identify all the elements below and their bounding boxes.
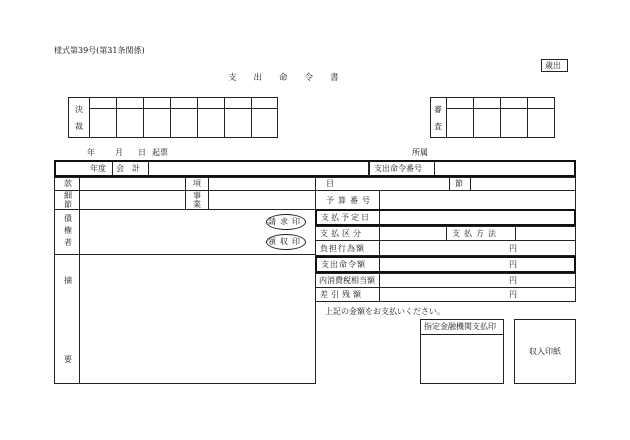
receipt-seal (266, 234, 306, 250)
receipt-seal-label: 領収印 (268, 237, 304, 246)
order-yen-label: 円 (509, 260, 517, 269)
payment-category-label: 支払区分 (320, 229, 364, 238)
kan-label: 款 (64, 179, 72, 188)
saimoku-label-2: 節 (64, 200, 72, 209)
date-day-label: 日 (138, 148, 146, 157)
saimoku-label-1: 細 (64, 191, 72, 200)
kan-kou-row (54, 177, 316, 191)
saimoku-jigyo-row (54, 190, 316, 210)
bank-stamp-label: 指定金融機関支払印 (424, 322, 496, 331)
moku-setsu-row (315, 177, 576, 191)
payment-method-label: 支払方法 (452, 229, 500, 238)
commitment-amount-label: 負担行為額 (320, 244, 365, 253)
summary-label-1: 摘 (64, 276, 72, 285)
order-amount-label: 支出命令額 (321, 260, 366, 269)
revenue-stamp-box (514, 319, 576, 384)
header-row (54, 160, 576, 177)
category-label: 歳出 (545, 61, 561, 70)
summary-block (54, 254, 316, 384)
form-number: 様式第39号(第31条関係) (54, 46, 145, 55)
budget-number-row (315, 190, 576, 210)
approval-box-kessai (68, 97, 278, 138)
summary-label-2: 要 (64, 355, 72, 364)
fiscal-year-label: 年度 (90, 164, 106, 173)
balance-yen-label: 円 (509, 290, 517, 299)
creditor-label-2: 権 (64, 226, 72, 235)
payment-date-label: 支払予定日 (321, 213, 371, 222)
balance-row (315, 287, 576, 302)
shinsa-label-1: 審 (434, 105, 442, 114)
revenue-stamp-label: 収入印紙 (529, 347, 561, 356)
budget-number-label: 予算番号 (326, 196, 374, 205)
kou-label: 項 (193, 179, 201, 188)
payment-category-row (315, 226, 576, 241)
shinsa-label-2: 査 (434, 122, 442, 131)
balance-label: 差引残額 (320, 290, 364, 299)
kessai-label-1: 決 (75, 105, 83, 114)
jigyo-label-1: 事 (193, 191, 201, 200)
jigyo-label-2: 業 (193, 200, 201, 209)
invoice-seal (266, 214, 306, 230)
setsu-label: 節 (455, 179, 463, 188)
consumption-tax-label: 内消費税相当額 (319, 276, 375, 285)
payment-note: 上記の金額をお支払いください。 (325, 307, 445, 316)
bank-stamp-box (420, 319, 504, 384)
date-year-label: 年 (87, 148, 95, 157)
draft-label: 起票 (152, 148, 168, 157)
kessai-label-2: 裁 (75, 122, 83, 131)
invoice-seal-label: 請求印 (268, 217, 304, 226)
creditor-label-3: 者 (64, 238, 72, 247)
category-box (541, 59, 568, 72)
date-month-label: 月 (115, 148, 123, 157)
account-label: 会 計 (116, 164, 140, 173)
commitment-yen-label: 円 (509, 244, 517, 253)
department-label: 所属 (412, 148, 428, 157)
approval-box-shinsa (430, 97, 555, 138)
payment-date-row (315, 209, 576, 226)
creditor-label-1: 債 (64, 214, 72, 223)
commitment-amount-row (315, 240, 576, 256)
form-title: 支 出 命 令 書 (228, 73, 339, 83)
moku-label: 目 (326, 179, 334, 188)
order-amount-row (315, 256, 576, 273)
tax-yen-label: 円 (509, 276, 517, 285)
order-number-label: 支出命令番号 (374, 164, 422, 173)
consumption-tax-row (315, 273, 576, 288)
